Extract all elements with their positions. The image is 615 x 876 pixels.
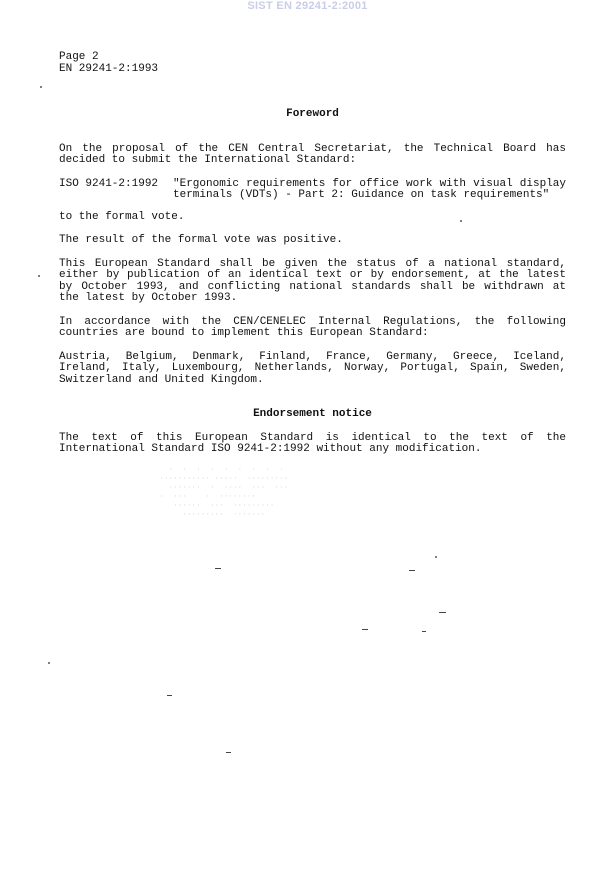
scan-speck [215,568,221,569]
scan-speck [167,695,172,696]
countries-paragraph: Austria, Belgium, Denmark, Finland, France, Germany, Greece, Iceland, Ireland, Italy, Luxembourg, Netherlands, Norway, Portugal, Spain, Sweden, Switzerland and United Kingdom. [59,350,566,386]
scan-speck [460,220,462,222]
foreword-heading: Foreword [286,108,339,120]
regulations-paragraph: In accordance with the CEN/CENELEC Internal Regulations, the following countries are bound to implement this European Standard: [59,315,566,339]
endorsement-heading: Endorsement notice [253,408,372,420]
iso-reference-block [59,179,566,202]
scan-speck [226,752,231,753]
scan-speck [40,86,42,88]
endorsement-text: The text of this European Standard is identical to the text of the International Standard ISO 9241-2:1992 without any modification. [59,431,566,455]
scan-speck [38,275,40,277]
iso-reference: ISO 9241-2:1992 [59,177,159,190]
scan-speck [435,556,437,558]
status-paragraph: This European Standard shall be given the status of a national standard, either by publication of an identical text or by endorsement, at the latest by October 1993, and conflicting national standards shall be withdrawn at the latest by October 1993. [59,257,566,304]
iso-title: "Ergonomic requirements for office work with visual display terminals (VDTs) - Part 2: Guidance on task requirements" [173,177,566,201]
scan-speck [439,612,446,613]
scan-speck [409,570,415,571]
scan-speck [362,629,368,630]
scan-speck [422,631,426,632]
watermark: SIST EN 29241-2:2001 [247,0,368,12]
formal-vote-text: to the formal vote. [59,210,185,223]
document-page [59,52,566,456]
vote-result-text: The result of the formal vote was positive. [59,234,343,246]
page-number: Page 2 [59,51,99,63]
scan-bleed-through: · · · · · · · · · ··········· ····· ········· ······· · ···· ··· ··· · ··· · ········ ······ ··· ········· ········· ······· [159,466,289,519]
foreword-intro: On the proposal of the CEN Central Secretariat, the Technical Board has decided to submit the International Standard: [59,142,566,166]
scan-speck [48,662,50,664]
document-number: EN 29241-2:1993 [59,62,159,75]
